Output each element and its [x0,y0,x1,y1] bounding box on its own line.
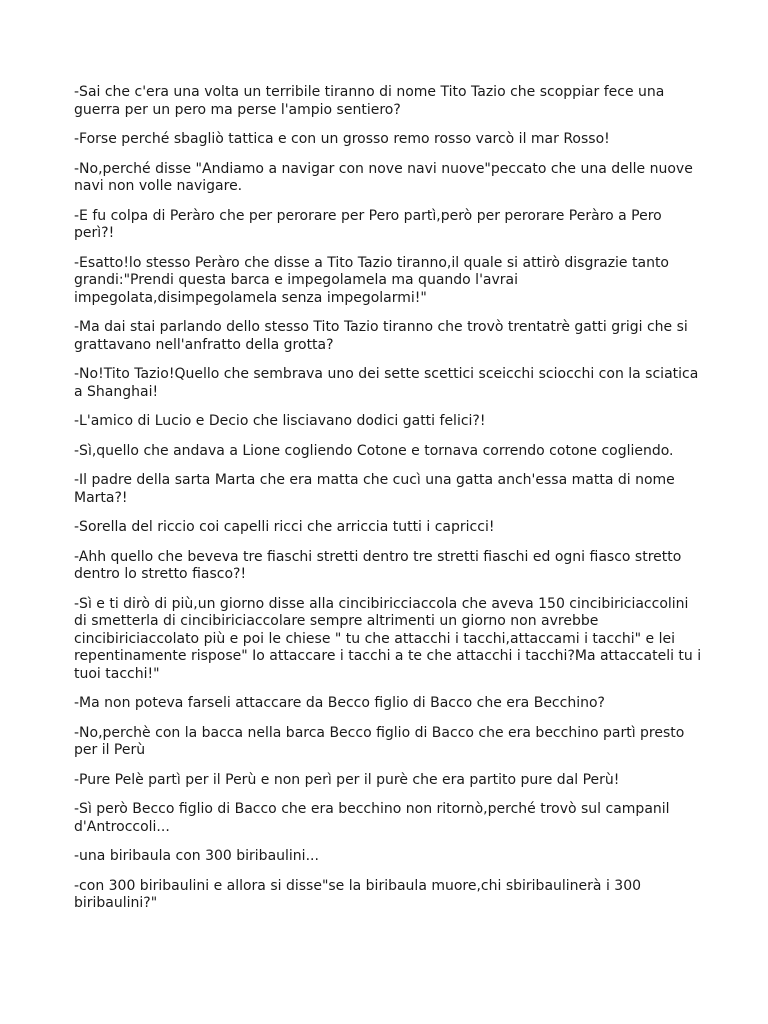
paragraph: -Ahh quello che beveva tre fiaschi stretti dentro tre stretti fiaschi ed ogni fiasco stretto dentro lo stretto fiasco?! [74,548,682,582]
paragraph: -No!Tito Tazio!Quello che sembrava uno dei sette scettici sceicchi sciocchi con la sciatica a Shanghai! [74,366,699,400]
paragraph: -L'amico di Lucio e Decio che lisciavano dodici gatti felici?! [74,413,486,429]
paragraph: -No,perchè con la bacca nella barca Becco figlio di Bacco che era becchino partì presto per il Perù [74,724,685,758]
paragraph: -con 300 biribaulini e allora si disse"se la biribaula muore,chi sbiribaulinerà i 300 biribaulini?" [74,877,642,911]
paragraph: -Sai che c'era una volta un terribile tiranno di nome Tito Tazio che scoppiar fece una guerra per un pero ma perse l'ampio sentiero? [74,84,665,118]
paragraph: -Esatto!lo stesso Peràro che disse a Tito Tazio tiranno,il quale si attirò disgrazie tanto grandi:"Prendi questa barca e impegolamela ma quando l'avrai impegolata,disimpegolamela senza impegolarmi!" [74,254,669,306]
paragraph: -No,perché disse "Andiamo a navigar con nove navi nuove"peccato che una delle nuove navi non volle navigare. [74,160,693,194]
paragraph: -Sì però Becco figlio di Bacco che era becchino non ritornò,perché trovò sul campanil d'Antroccoli... [74,801,670,835]
paragraph: -Ma dai stai parlando dello stesso Tito Tazio tiranno che trovò trentatrè gatti grigi che si grattavano nell'anfratto della grotta? [74,319,688,353]
paragraph: -Pure Pelè partì per il Perù e non perì per il purè che era partito pure dal Perù! [74,771,620,788]
paragraph: -Forse perché sbagliò tattica e con un grosso remo rosso varcò il mar Rosso! [74,131,610,147]
paragraph: -una biribaula con 300 biribaulini... [74,848,319,864]
paragraph: -Sì e ti dirò di più,un giorno disse alla cincibiricciaccola che aveva 150 cincibiriciaccolini di smetterla di cincibiriciaccolare sempre altrimenti un giorno non avrebbe cincibiriciaccolato più e poi le chiese " tu che attacchi i tacchi,attaccami i tacchi" e lei repentinamente rispose" Io attaccare i tacchi a te che attacchi i tacchi?Ma attaccateli tu i tuoi tacchi!" [74,595,702,682]
paragraph: -Ma non poteva farseli attaccare da Becco figlio di Bacco che era Becchino? [74,695,605,711]
paragraph: -E fu colpa di Peràro che per perorare per Pero partì,però per perorare Peràro a Pero perì?! [74,207,662,241]
paragraph: -Sorella del riccio coi capelli ricci che arriccia tutti i capricci! [74,519,495,535]
paragraph: -Sì,quello che andava a Lione cogliendo Cotone e tornava correndo cotone cogliendo. [74,442,674,459]
paragraph: -Il padre della sarta Marta che era matta che cucì una gatta anch'essa matta di nome Marta?! [74,472,675,506]
dialogue-text [74,84,704,925]
